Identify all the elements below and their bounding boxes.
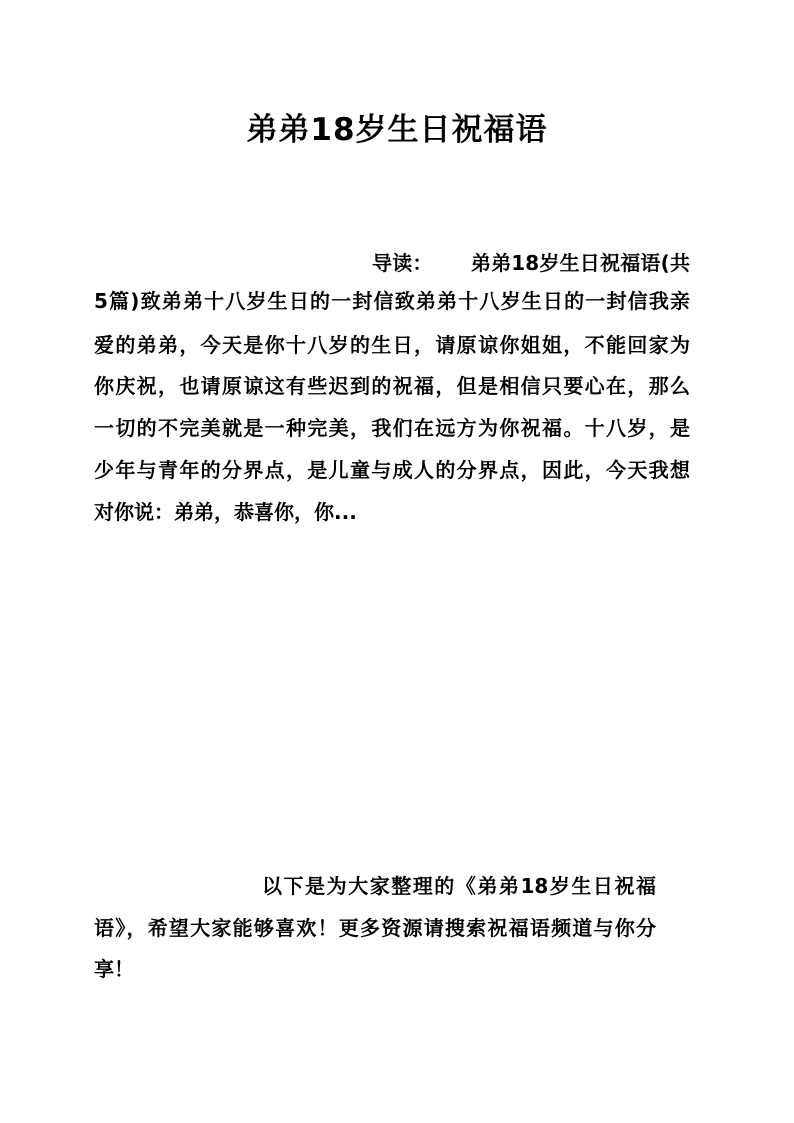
closing-line: 享！ bbox=[94, 957, 134, 981]
document-title: 弟弟18岁生日祝福语 bbox=[246, 112, 548, 148]
intro-line: 5篇)致弟弟十八岁生日的一封信致弟弟十八岁生日的一封信我亲 bbox=[94, 289, 690, 313]
intro-line: 爱的弟弟，今天是你十八岁的生日，请原谅你姐姐，不能回家为 bbox=[94, 333, 690, 357]
intro-line: 一切的不完美就是一种完美，我们在远方为你祝福。十八岁，是 bbox=[94, 416, 690, 440]
intro-line: 弟弟18岁生日祝福语(共 bbox=[470, 251, 690, 275]
closing-line: 以下是为大家整理的《弟弟18岁生日祝福 bbox=[262, 874, 656, 898]
intro-label: 导读： bbox=[372, 251, 433, 275]
intro-line: 你庆祝，也请原谅这有些迟到的祝福，但是相信只要心在，那么 bbox=[94, 374, 690, 398]
intro-line: 少年与青年的分界点，是儿童与成人的分界点，因此，今天我想 bbox=[94, 458, 690, 482]
intro-line: 对你说：弟弟，恭喜你，你... bbox=[94, 500, 357, 524]
intro-first-line bbox=[372, 250, 690, 276]
closing-line: 语》，希望大家能够喜欢！更多资源请搜索祝福语频道与你分 bbox=[94, 916, 656, 940]
